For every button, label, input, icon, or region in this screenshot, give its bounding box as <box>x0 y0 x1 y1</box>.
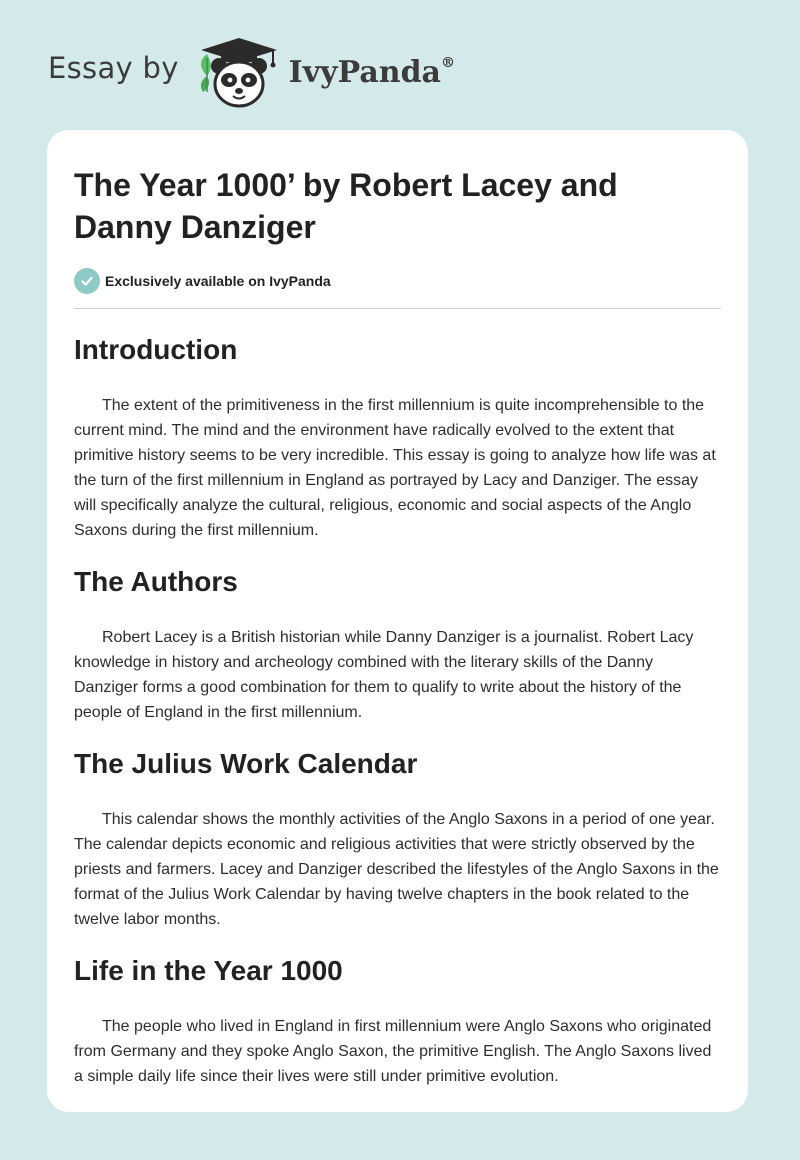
section-introduction <box>74 333 721 543</box>
section-paragraph: The people who lived in England in first millennium were Anglo Saxons who originated from Germany and they spoke Anglo Saxon, the primitive English. The Anglo Saxons lived a simple daily life since their lives were still under primitive evolution. <box>74 1018 712 1085</box>
section-julius-work-calendar <box>74 747 721 932</box>
brand-name[interactable] <box>289 55 455 90</box>
section-heading: Life in the Year 1000 <box>74 955 343 986</box>
exclusive-badge <box>74 268 721 309</box>
section-life-in-year-1000 <box>74 954 721 1089</box>
section-paragraph: The extent of the primitiveness in the first millennium is quite incomprehensible to the current mind. The mind and the environment have radically evolved to the extent that primitive history seems to be very incredible. This essay is going to analyze how life was at the turn of the first millennium in England as portrayed by Lacy and Danziger. The essay will specifically analyze the cultural, religious, economic and social aspects of the Anglo Saxons during the first millennium. <box>74 397 716 539</box>
registered-mark: ® <box>441 54 455 71</box>
section-authors <box>74 565 721 725</box>
section-heading: Introduction <box>74 334 238 365</box>
section-heading: The Julius Work Calendar <box>74 748 418 779</box>
site-header <box>48 34 455 110</box>
checkmark-icon <box>74 268 100 294</box>
essay-card <box>47 130 748 1112</box>
panda-logo-icon[interactable] <box>193 34 285 110</box>
section-heading: The Authors <box>74 566 238 597</box>
brand-text: IvyPanda <box>288 54 441 90</box>
section-paragraph: This calendar shows the monthly activities of the Anglo Saxons in a period of one year. The calendar depicts economic and religious activities that were strictly observed by the priests and farmers. Lacey and Danziger described the lifestyles of the Anglo Saxons in the format of the Julius Work Calendar by having twelve chapters in the book related to the twelve labor months. <box>74 811 719 928</box>
essay-title: The Year 1000’ by Robert Lacey and Danny Danziger <box>74 167 618 245</box>
essay-by-label: Essay by <box>48 51 179 85</box>
exclusive-badge-label: Exclusively available on IvyPanda <box>105 273 331 289</box>
section-paragraph: Robert Lacey is a British historian while Danny Danziger is a journalist. Robert Lacy knowledge in history and archeology combined with the literary skills of the Danny Danziger forms a good combination for them to qualify to write about the history of the people of England in the first millennium. <box>74 629 694 721</box>
